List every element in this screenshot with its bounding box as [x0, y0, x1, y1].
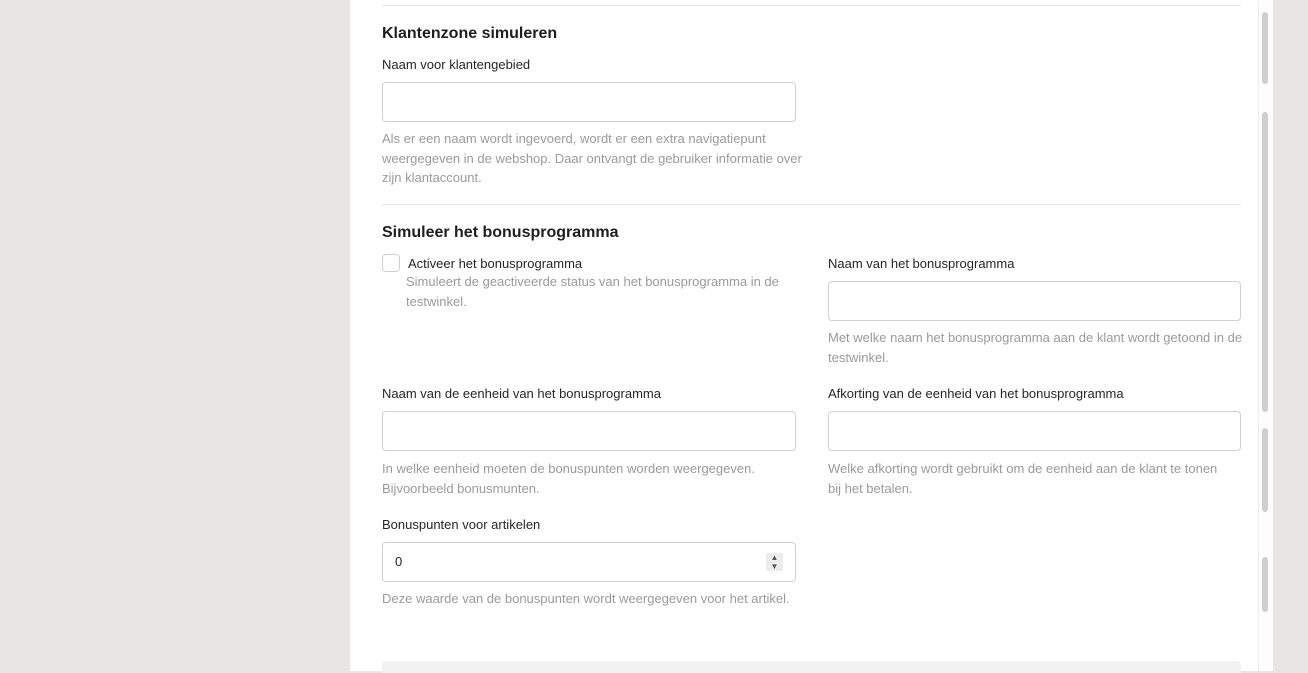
- bonus-points-input[interactable]: [382, 542, 796, 582]
- bonus-points-stepper[interactable]: [766, 553, 783, 571]
- unit-abbreviation-label: Afkorting van de eenheid van het bonusprogramma: [828, 386, 1124, 401]
- bonus-program-name-label: Naam van het bonusprogramma: [828, 256, 1015, 271]
- activate-bonus-help: Simuleert de geactiveerde status van het bonusprogramma in de testwinkel.: [406, 274, 779, 309]
- bonus-program-name-input[interactable]: [828, 281, 1241, 321]
- unit-abbreviation-input[interactable]: [828, 411, 1241, 451]
- unit-name-help: In welke eenheid moeten de bonuspunten worden weergegeven. Bijvoorbeeld bonusmunten.: [382, 461, 755, 496]
- unit-name-input[interactable]: [382, 411, 796, 451]
- scrollbar-thumb[interactable]: [1262, 112, 1268, 412]
- scrollbar-thumb[interactable]: [1262, 557, 1268, 612]
- bonus-points-field[interactable]: [382, 542, 796, 582]
- bonus-points-label: Bonuspunten voor artikelen: [382, 517, 541, 532]
- chevron-down-icon[interactable]: ▼: [770, 562, 779, 571]
- settings-panel: [350, 0, 1258, 671]
- section-divider: [382, 204, 1241, 205]
- section-divider: [382, 5, 1241, 6]
- chevron-up-icon[interactable]: ▲: [770, 553, 779, 562]
- next-section-card: [382, 661, 1241, 673]
- unit-name-label: Naam van de eenheid van het bonusprogramma: [382, 386, 661, 401]
- scrollbar-thumb[interactable]: [1262, 428, 1268, 512]
- customer-zone-name-help: Als er een naam wordt ingevoerd, wordt er een extra navigatiepunt weergegeven in de webshop. Daar ontvangt de gebruiker informatie over zijn klantaccount.: [382, 131, 802, 185]
- activate-bonus-checkbox[interactable]: [382, 254, 400, 272]
- customer-zone-heading: Klantenzone simuleren: [382, 25, 558, 42]
- bonus-points-help: Deze waarde van de bonuspunten wordt weergegeven voor het artikel.: [382, 591, 790, 606]
- bonus-program-heading: Simuleer het bonusprogramma: [382, 224, 619, 241]
- customer-zone-name-input[interactable]: [382, 82, 796, 122]
- unit-abbreviation-help: Welke afkorting wordt gebruikt om de eenheid aan de klant te tonen bij het betalen.: [828, 461, 1218, 496]
- activate-bonus-label[interactable]: Activeer het bonusprogramma: [408, 256, 583, 271]
- customer-zone-name-label: Naam voor klantengebied: [382, 57, 531, 72]
- bonus-points-value[interactable]: 0: [395, 554, 403, 569]
- scrollbar-thumb[interactable]: [1262, 12, 1268, 84]
- bonus-program-name-help: Met welke naam het bonusprogramma aan de klant wordt getoond in de testwinkel.: [828, 330, 1243, 365]
